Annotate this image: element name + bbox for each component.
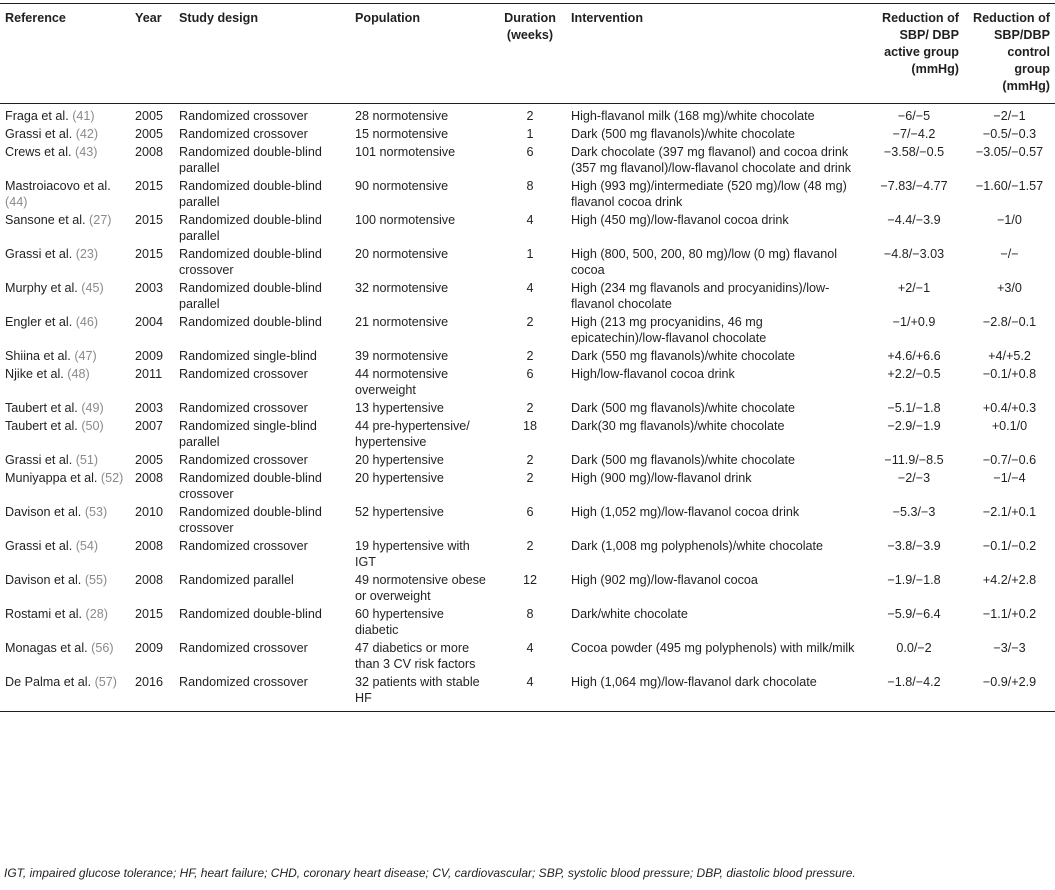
reference-author: Njike et al.: [5, 367, 64, 381]
cell-duration: 2: [526, 453, 534, 467]
cell-design: Randomized double-blind parallel: [179, 213, 322, 243]
cell-design: Randomized double-blind crossover: [179, 247, 322, 277]
cell-reference: [0, 399, 130, 417]
cell-control-reduction: −3.05/−0.57: [975, 145, 1044, 159]
cell-design: Randomized single-blind: [179, 349, 317, 363]
reference-citation-link[interactable]: (52): [100, 471, 124, 485]
cell-design: Randomized crossover: [179, 539, 308, 553]
cell-intervention: High (213 mg procyanidins, 46 mg epicatechin)/low-flavanol chocolate: [571, 315, 767, 345]
cell-year: 2008: [135, 573, 164, 587]
reference-author: Grassi et al.: [5, 127, 73, 141]
table-row: [0, 639, 1055, 673]
cell-reference: [0, 279, 130, 313]
cell-design: Randomized double-blind parallel: [179, 179, 322, 209]
header-intervention: Intervention: [566, 4, 864, 104]
reference-author: Shiina et al.: [5, 349, 71, 363]
reference-author: Fraga et al.: [5, 109, 69, 123]
reference-author: Taubert et al.: [5, 401, 78, 415]
cell-year: 2005: [135, 453, 164, 467]
reference-citation-link[interactable]: (51): [75, 453, 99, 467]
cell-active-reduction: +2.2/−0.5: [887, 367, 941, 381]
cell-year: 2008: [135, 145, 164, 159]
cell-population: 32 normotensive: [355, 281, 449, 295]
table-body: [0, 104, 1055, 712]
cell-reference: [0, 245, 130, 279]
reference-citation-link[interactable]: (41): [72, 109, 95, 123]
cell-year: 2015: [135, 179, 164, 193]
cell-control-reduction: −1/−4: [993, 471, 1026, 485]
cell-control-reduction: −1.60/−1.57: [975, 179, 1044, 193]
cell-year: 2015: [135, 607, 164, 621]
cell-population: 21 normotensive: [355, 315, 449, 329]
table-row: [0, 245, 1055, 279]
cell-duration: 2: [526, 349, 534, 363]
cell-population: 32 patients with stable HF: [350, 673, 494, 712]
cell-design: Randomized double-blind crossover: [179, 471, 322, 501]
cell-reference: [0, 365, 130, 399]
cell-reference: [0, 451, 130, 469]
cell-population: 20 hypertensive: [355, 453, 444, 467]
cell-year: 2005: [135, 127, 164, 141]
cell-reference: [0, 125, 130, 143]
header-year: Year: [130, 4, 174, 104]
cell-design: Randomized double-blind crossover: [179, 505, 322, 535]
cell-duration: 2: [526, 539, 534, 553]
cell-active-reduction: −2/−3: [897, 471, 931, 485]
cell-year: 2005: [135, 109, 164, 123]
cell-reference: [0, 469, 130, 503]
cell-active-reduction: −5.1/−1.8: [887, 401, 941, 415]
cell-control-reduction: −0.7/−0.6: [982, 453, 1037, 467]
reference-citation-link[interactable]: (54): [75, 539, 99, 553]
cell-active-reduction: −6/−5: [897, 109, 931, 123]
reference-author: Crews et al.: [5, 145, 72, 159]
reference-author: Sansone et al.: [5, 213, 86, 227]
cell-reference: [0, 537, 130, 571]
cell-duration: 4: [526, 641, 534, 655]
cell-duration: 8: [526, 607, 534, 621]
cell-population: 13 hypertensive: [355, 401, 444, 415]
cell-population: 47 diabetics or more than 3 CV risk factors: [355, 641, 476, 671]
table-row: [0, 347, 1055, 365]
cell-design: Randomized crossover: [174, 673, 350, 712]
cell-active-reduction: −7.83/−4.77: [880, 179, 948, 193]
table-row: [0, 451, 1055, 469]
cell-duration: 1: [526, 247, 534, 261]
cell-reference: [0, 571, 130, 605]
cell-reference: [0, 211, 130, 245]
reference-author: Davison et al.: [5, 573, 82, 587]
cell-intervention: Dark chocolate (397 mg flavanol) and cocoa drink (357 mg flavanol)/low-flavanol chocolate and drink: [571, 145, 852, 175]
table-row: [0, 537, 1055, 571]
reference-author: Grassi et al.: [5, 453, 73, 467]
reference-citation-link[interactable]: (57): [94, 675, 118, 689]
cell-duration: 4: [526, 213, 534, 227]
reference-citation-link[interactable]: (43): [75, 145, 98, 159]
cell-year: 2011: [135, 367, 163, 381]
header-row: [0, 4, 1055, 104]
header-active-reduction: Reduction of SBP/ DBP active group (mmHg): [864, 4, 964, 104]
reference-author: Grassi et al.: [5, 247, 73, 261]
cell-control-reduction: −1.1/+0.2: [982, 607, 1037, 621]
reference-citation-link[interactable]: (28): [85, 607, 108, 621]
reference-citation-link[interactable]: (48): [67, 367, 90, 381]
cell-active-reduction: −2.9/−1.9: [887, 419, 941, 433]
cell-duration: 2: [526, 315, 534, 329]
cell-intervention: Cocoa powder (495 mg polyphenols) with milk/milk: [571, 641, 855, 655]
table-row: [0, 503, 1055, 537]
cell-intervention: Dark (500 mg flavanols)/white chocolate: [571, 401, 795, 415]
cell-duration: 6: [526, 505, 534, 519]
cell-reference: [0, 104, 130, 126]
cell-control-reduction: +0.4/+0.3: [982, 401, 1037, 415]
cell-control-reduction: −0.1/−0.2: [982, 539, 1037, 553]
cell-reference: [0, 673, 130, 712]
cell-year: 2016: [130, 673, 174, 712]
cell-design: Randomized crossover: [179, 641, 308, 655]
reference-citation-link[interactable]: (27): [89, 213, 112, 227]
cell-active-reduction: −5.9/−6.4: [887, 607, 941, 621]
cell-intervention: High (902 mg)/low-flavanol cocoa: [571, 573, 758, 587]
reference-citation-link[interactable]: (44): [5, 195, 28, 209]
header-duration: Duration (weeks): [494, 4, 566, 104]
reference-author: Monagas et al.: [5, 641, 88, 655]
cell-population: 28 normotensive: [355, 109, 449, 123]
table-row: [0, 469, 1055, 503]
cell-year: 2015: [135, 247, 164, 261]
table-footnote: IGT, impaired glucose tolerance; HF, heart failure; CHD, coronary heart disease; CV, cardiovascular; SBP, systolic blood pressure; DBP, diastolic blood pressure.: [4, 866, 856, 880]
cell-control-reduction: +4/+5.2: [988, 349, 1031, 363]
cell-design: Randomized double-blind: [179, 607, 322, 621]
cell-year: 2009: [135, 641, 164, 655]
cell-reference: [0, 417, 130, 451]
reference-author: Grassi et al.: [5, 539, 73, 553]
cell-intervention: Dark (550 mg flavanols)/white chocolate: [571, 349, 795, 363]
cell-intervention: High (234 mg flavanols and procyanidins)/low-flavanol chocolate: [571, 281, 830, 311]
cell-intervention: High (1,052 mg)/low-flavanol cocoa drink: [571, 505, 800, 519]
cell-duration: 2: [526, 401, 534, 415]
reference-author: Mastroiacovo et al.: [5, 179, 111, 193]
cell-design: Randomized crossover: [179, 367, 308, 381]
reference-citation-link[interactable]: (46): [75, 315, 99, 329]
cell-year: 2007: [135, 419, 164, 433]
cell-control-reduction: −1/0: [997, 213, 1022, 227]
cell-control-reduction: −2.1/+0.1: [982, 505, 1037, 519]
cell-population: 90 normotensive: [355, 179, 449, 193]
cell-design: Randomized double-blind: [179, 315, 322, 329]
header-reference: Reference: [0, 4, 130, 104]
cell-control-reduction: −2/−1: [993, 109, 1026, 123]
reference-citation-link[interactable]: (50): [81, 419, 104, 433]
cell-duration: 4: [526, 281, 534, 295]
cell-duration: 2: [526, 471, 534, 485]
cell-year: 2010: [135, 505, 164, 519]
cell-active-reduction: −1/+0.9: [892, 315, 936, 329]
table-row: [0, 125, 1055, 143]
table-row: [0, 313, 1055, 347]
cell-control-reduction: +3/0: [997, 281, 1022, 295]
cell-population: 15 normotensive: [355, 127, 449, 141]
cell-active-reduction: −5.3/−3: [892, 505, 936, 519]
cell-population: 39 normotensive: [355, 349, 449, 363]
reference-citation-link[interactable]: (49): [81, 401, 104, 415]
cell-design: Randomized crossover: [179, 127, 308, 141]
cell-control-reduction: −0.1/+0.8: [982, 367, 1037, 381]
cell-intervention: Dark(30 mg flavanols)/white chocolate: [571, 419, 785, 433]
cell-reference: [0, 639, 130, 673]
cell-year: 2015: [135, 213, 164, 227]
cell-intervention: Dark (500 mg flavanols)/white chocolate: [571, 453, 795, 467]
cell-design: Randomized parallel: [179, 573, 294, 587]
cell-intervention: Dark (500 mg flavanols)/white chocolate: [571, 127, 795, 141]
cell-population: 44 normotensive overweight: [355, 367, 449, 397]
cell-active-reduction: −1.9/−1.8: [887, 573, 941, 587]
reference-author: Muniyappa et al.: [5, 471, 98, 485]
cell-reference: [0, 313, 130, 347]
cell-duration: 18: [522, 419, 537, 433]
cell-intervention: High (1,064 mg)/low-flavanol dark chocolate: [566, 673, 864, 712]
cell-duration: 6: [526, 145, 534, 159]
cell-population: 60 hypertensive diabetic: [355, 607, 444, 637]
table-row: [0, 605, 1055, 639]
study-table: [0, 3, 1055, 712]
cell-population: 44 pre-hypertensive/ hypertensive: [355, 419, 470, 449]
cell-active-reduction: +2/−1: [897, 281, 931, 295]
reference-citation-link[interactable]: (45): [81, 281, 104, 295]
cell-active-reduction: −1.8/−4.2: [864, 673, 964, 712]
cell-reference: [0, 177, 130, 211]
reference-citation-link[interactable]: (42): [75, 127, 99, 141]
cell-active-reduction: −7/−4.2: [892, 127, 936, 141]
cell-year: 2009: [135, 349, 164, 363]
reference-author: Taubert et al.: [5, 419, 78, 433]
table-row: [0, 279, 1055, 313]
cell-duration: 6: [526, 367, 534, 381]
table-row: [0, 365, 1055, 399]
cell-control-reduction: −0.5/−0.3: [982, 127, 1037, 141]
cell-population: 101 normotensive: [355, 145, 456, 159]
cell-control-reduction: +4.2/+2.8: [982, 573, 1037, 587]
cell-duration: 4: [494, 673, 566, 712]
cell-control-reduction: −0.9/+2.9: [964, 673, 1055, 712]
reference-citation-link[interactable]: (47): [74, 349, 97, 363]
cell-population: 20 hypertensive: [355, 471, 444, 485]
header-population: Population: [350, 4, 494, 104]
reference-citation-link[interactable]: (23): [75, 247, 99, 261]
cell-population: 19 hypertensive with IGT: [355, 539, 470, 569]
cell-year: 2003: [135, 401, 164, 415]
table-row: [0, 211, 1055, 245]
cell-year: 2004: [135, 315, 164, 329]
cell-design: Randomized single-blind parallel: [179, 419, 317, 449]
cell-intervention: Dark/white chocolate: [571, 607, 688, 621]
cell-intervention: Dark (1,008 mg polyphenols)/white chocolate: [571, 539, 824, 553]
cell-intervention: High (800, 500, 200, 80 mg)/low (0 mg) flavanol cocoa: [571, 247, 838, 277]
cell-design: Randomized double-blind parallel: [179, 145, 322, 175]
cell-active-reduction: −3.8/−3.9: [887, 539, 941, 553]
cell-reference: [0, 347, 130, 365]
cell-control-reduction: −/−: [1000, 247, 1019, 261]
reference-author: Murphy et al.: [5, 281, 78, 295]
cell-intervention: High (993 mg)/intermediate (520 mg)/low (48 mg) flavanol cocoa drink: [571, 179, 847, 209]
table-row: [0, 143, 1055, 177]
cell-control-reduction: −3/−3: [993, 641, 1026, 655]
table-row: [0, 399, 1055, 417]
table-row: [0, 177, 1055, 211]
header-design: Study design: [174, 4, 350, 104]
cell-active-reduction: −4.4/−3.9: [887, 213, 941, 227]
cell-duration: 2: [526, 109, 534, 123]
reference-citation-link[interactable]: (56): [91, 641, 114, 655]
cell-intervention: High (450 mg)/low-flavanol cocoa drink: [571, 213, 789, 227]
cell-active-reduction: 0.0/−2: [896, 641, 932, 655]
cell-duration: 12: [522, 573, 537, 587]
cell-year: 2003: [135, 281, 164, 295]
header-control-reduction: Reduction of SBP/DBP control group (mmHg): [964, 4, 1055, 104]
cell-design: Randomized crossover: [179, 453, 308, 467]
cell-control-reduction: +0.1/0: [991, 419, 1028, 433]
reference-author: Engler et al.: [5, 315, 73, 329]
cell-population: 49 normotensive obese or overweight: [355, 573, 486, 603]
cell-year: 2008: [135, 471, 164, 485]
cell-year: 2008: [135, 539, 164, 553]
cell-reference: [0, 605, 130, 639]
table-row: [0, 417, 1055, 451]
cell-active-reduction: −3.58/−0.5: [883, 145, 945, 159]
cell-intervention: High/low-flavanol cocoa drink: [571, 367, 735, 381]
cell-control-reduction: −2.8/−0.1: [982, 315, 1037, 329]
cell-active-reduction: −4.8/−3.03: [883, 247, 945, 261]
cell-duration: 8: [526, 179, 534, 193]
table-row: [0, 104, 1055, 126]
reference-citation-link[interactable]: (55): [84, 573, 108, 587]
reference-author: Davison et al.: [5, 505, 82, 519]
cell-reference: [0, 503, 130, 537]
cell-active-reduction: −11.9/−8.5: [884, 453, 944, 467]
table-row: [0, 673, 1055, 712]
table-row: [0, 571, 1055, 605]
cell-design: Randomized crossover: [179, 401, 308, 415]
reference-author: De Palma et al.: [5, 675, 92, 689]
cell-duration: 1: [526, 127, 534, 141]
reference-citation-link[interactable]: (53): [84, 505, 108, 519]
cell-design: Randomized double-blind parallel: [179, 281, 322, 311]
cell-population: 100 normotensive: [355, 213, 456, 227]
cell-active-reduction: +4.6/+6.6: [887, 349, 941, 363]
cell-reference: [0, 143, 130, 177]
cell-design: Randomized crossover: [179, 109, 308, 123]
cell-intervention: High-flavanol milk (168 mg)/white chocolate: [571, 109, 815, 123]
cell-population: 20 normotensive: [355, 247, 449, 261]
cell-intervention: High (900 mg)/low-flavanol drink: [571, 471, 752, 485]
reference-author: Rostami et al.: [5, 607, 82, 621]
cell-population: 52 hypertensive: [355, 505, 444, 519]
